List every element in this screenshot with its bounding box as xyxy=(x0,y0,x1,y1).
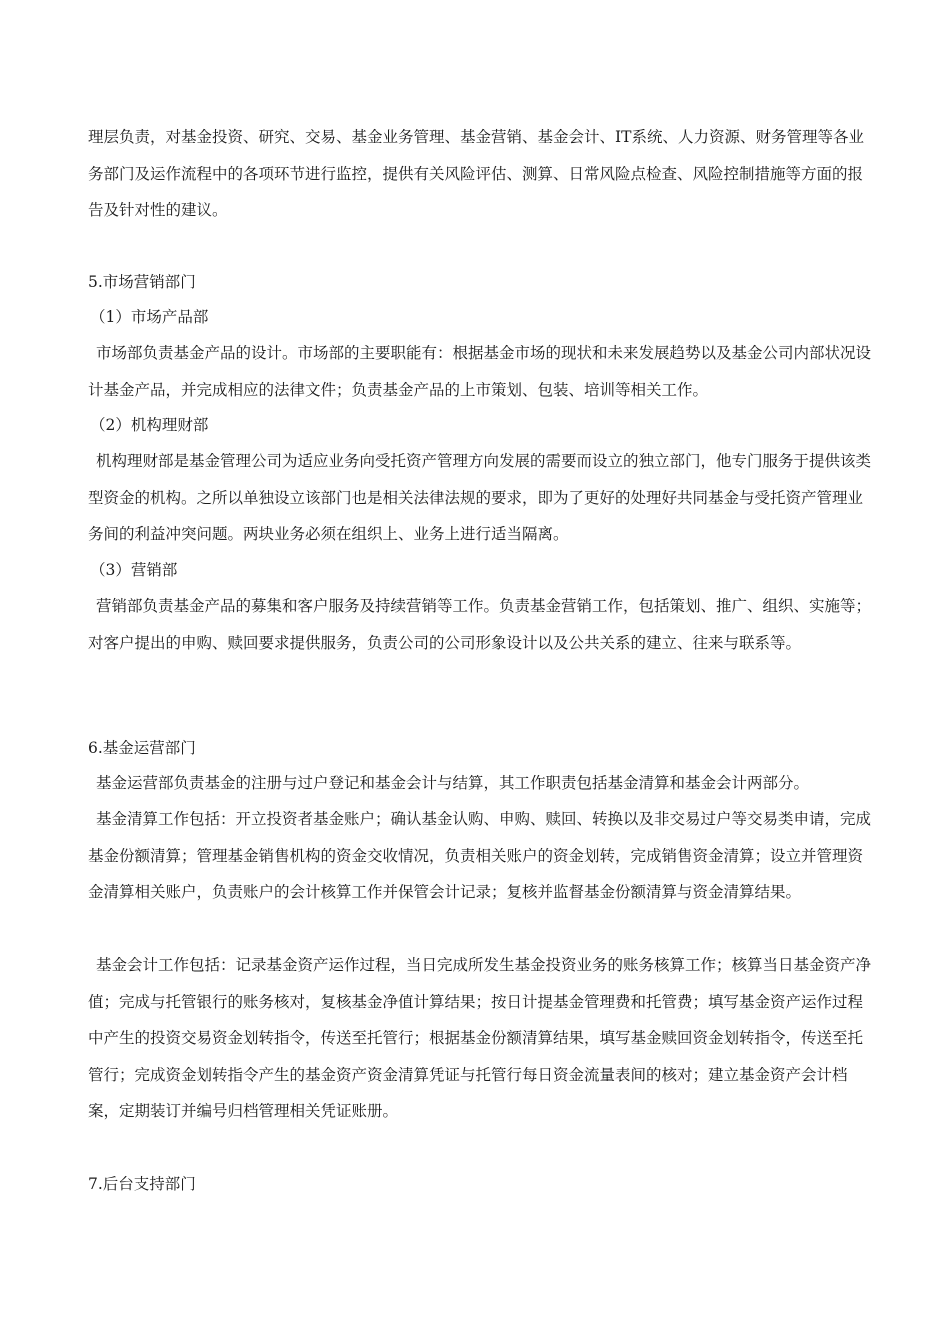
section-6-heading: 6.基金运营部门 xyxy=(88,739,196,757)
section-6-para-2: 基金清算工作包括：开立投资者基金账户；确认基金认购、申购、赎回、转换以及非交易过户等交易类申请，完成基金份额清算；管理基金销售机构的资金交收情况，负责相关账户的资金划转，完成销售资金清算；设立并管理资金清算相关账户，负责账户的会计核算工作并保管会计记录；复核并监督基金份额清算与资金清算结果。 xyxy=(88,810,872,901)
section-5-sub2-heading: （2）机构理财部 xyxy=(90,416,209,434)
section-6-para-3: 基金会计工作包括：记录基金资产运作过程，当日完成所发生基金投资业务的账务核算工作；核算当日基金资产净值；完成与托管银行的账务核对，复核基金净值计算结果；按日计提基金管理费和托管费；填写基金资产运作过程中产生的投资交易资金划转指令，传送至托管行；根据基金份额清算结果，填写基金赎回资金划转指令，传送至托管行；完成资金划转指令产生的基金资产资金清算凭证与托管行每日资金流量表间的核对；建立基金资产会计档案，定期装订并编号归档管理相关凭证账册。 xyxy=(88,956,872,1120)
section-6-para-1: 基金运营部负责基金的注册与过户登记和基金会计与结算，其工作职责包括基金清算和基金会计两部分。 xyxy=(96,774,810,792)
section-5-sub2-body: 机构理财部是基金管理公司为适应业务向受托资产管理方向发展的需要而设立的独立部门，他专门服务于提供该类型资金的机构。之所以单独设立该部门也是相关法律法规的要求，即为了更好的处理好共同基金与受托资产管理业务间的利益冲突问题。两块业务必须在组织上、业务上进行适当隔离。 xyxy=(88,452,872,543)
section-5-sub1-body: 市场部负责基金产品的设计。市场部的主要职能有：根据基金市场的现状和未来发展趋势以及基金公司内部状况设计基金产品，并完成相应的法律文件；负责基金产品的上市策划、包装、培训等相关工作。 xyxy=(88,344,872,399)
section-5-sub3-body: 营销部负责基金产品的募集和客户服务及持续营销等工作。负责基金营销工作，包括策划、推广、组织、实施等；对客户提出的申购、赎回要求提供服务，负责公司的公司形象设计以及公共关系的建立、往来与联系等。 xyxy=(88,597,872,652)
section-5-sub1-heading: （1）市场产品部 xyxy=(90,308,209,326)
section-5-sub3-heading: （3）营销部 xyxy=(90,561,178,579)
section-5-heading: 5.市场营销部门 xyxy=(88,273,196,291)
section-7-heading: 7.后台支持部门 xyxy=(88,1175,196,1193)
intro-paragraph: 理层负责，对基金投资、研究、交易、基金业务管理、基金营销、基金会计、IT系统、人力资源、财务管理等各业务部门及运作流程中的各项环节进行监控，提供有关风险评估、测算、日常风险点检查、风险控制措施等方面的报告及针对性的建议。 xyxy=(88,128,864,219)
